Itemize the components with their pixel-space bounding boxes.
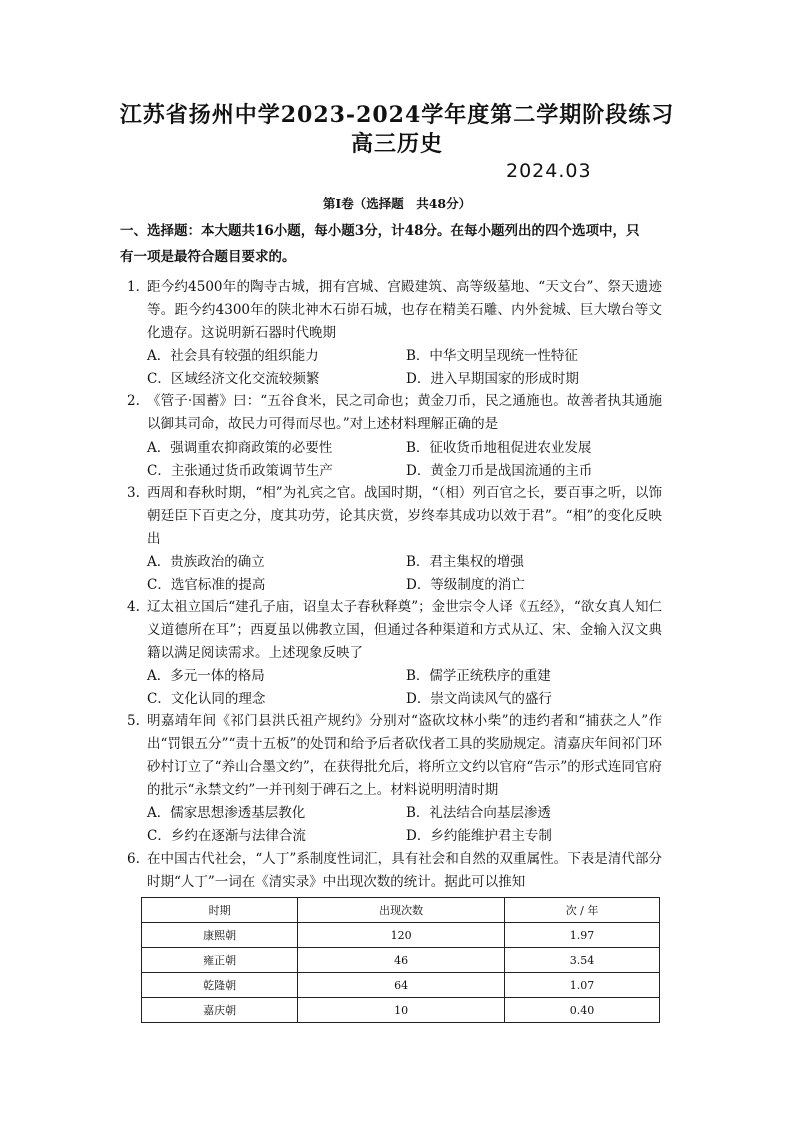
table-cell: 雍正朝 — [142, 948, 298, 973]
question-6 — [127, 848, 662, 894]
option-b: B．儒学正统秩序的重建 — [406, 668, 551, 684]
section-instructions-line2: 有一项是最符合题目要求的。 — [120, 249, 296, 265]
table-row — [142, 948, 660, 973]
option-a: A．多元一体的格局 — [147, 668, 265, 684]
statistics-table — [141, 897, 660, 1023]
question-4 — [127, 596, 662, 665]
question-5 — [127, 710, 662, 802]
column-header: 出现次数 — [298, 898, 505, 923]
question-stem: 辽太祖立国后“建孔子庙，诏皇太子春秋释奠”；金世宗令人译《五经》，“欲女真人知仁义道德所在耳”；西夏虽以佛教立国，但通过各种渠道和方式从辽、宋、金输入汉文典籍以满足阅读需求。上述现象反映了 — [147, 599, 662, 661]
option-a: A．强调重农抑商政策的必要性 — [147, 440, 333, 456]
table-cell: 46 — [298, 948, 505, 973]
table-cell: 嘉庆朝 — [142, 998, 298, 1023]
question-number: 3. — [127, 485, 140, 501]
table-cell: 10 — [298, 998, 505, 1023]
option-d: D．黄金刀币是战国流通的主币 — [406, 463, 593, 479]
question-number: 4. — [127, 599, 140, 615]
option-b: B．征收货币地租促进农业发展 — [406, 440, 592, 456]
option-d: D．进入早期国家的形成时期 — [406, 371, 579, 387]
question-stem: 明嘉靖年间《祁门县洪氏祖产规约》分别对“盗砍坟林小柴”的违约者和“捕获之人”作出“罚银五分”“责十五板”的处罚和给予后者砍伐者工具的奖励规定。清嘉庆年间祁门环砂村订立了“养山合墨文约”，在获得批允后，将所立文约以官府“告示”的形式连同官府的批示“永禁文约”一并刊刻于碑石之上。材料说明明清时期 — [147, 713, 662, 798]
option-c: C．乡约在逐渐与法律合流 — [147, 828, 306, 844]
question-number: 6. — [127, 851, 140, 867]
exam-title: 江苏省扬州中学2023-2024学年度第二学期阶段练习 — [119, 102, 675, 128]
option-a: A．儒家思想渗透基层教化 — [147, 805, 306, 821]
option-b: B．礼法结合向基层渗透 — [406, 805, 551, 821]
table-cell: 乾隆朝 — [142, 973, 298, 998]
column-header: 时期 — [142, 898, 298, 923]
question-1 — [127, 276, 662, 345]
table-cell: 3.54 — [505, 948, 660, 973]
option-b: B．中华文明呈现统一性特征 — [406, 348, 578, 364]
option-d: D．等级制度的消亡 — [406, 577, 525, 593]
option-c: C．选官标准的提高 — [147, 577, 266, 593]
question-number: 1． — [127, 279, 150, 295]
option-a: A．社会具有较强的组织能力 — [147, 348, 319, 364]
option-c: C．区域经济文化交流较频繁 — [147, 371, 320, 387]
table-row — [142, 923, 660, 948]
table-cell: 120 — [298, 923, 505, 948]
question-stem: 西周和春秋时期，“相”为礼宾之官。战国时期，“（相）列百官之长，要百事之听，以饰朝廷臣下百吏之分，度其功劳，论其庆赏，岁终奉其成功以效于君”。“相”的变化反映出 — [147, 485, 662, 547]
question-number: 5. — [127, 713, 140, 729]
column-header: 次 / 年 — [505, 898, 660, 923]
option-d: D．乡约能维护君主专制 — [406, 828, 552, 844]
question-2 — [127, 390, 662, 436]
option-a: A．贵族政治的确立 — [147, 554, 265, 570]
exam-date: 2024.03 — [506, 160, 592, 182]
table-row — [142, 973, 660, 998]
table-cell: 0.40 — [505, 998, 660, 1023]
table-row — [142, 998, 660, 1023]
table-cell: 1.07 — [505, 973, 660, 998]
question-number: 2. — [127, 393, 140, 409]
part-heading: 第Ⅰ卷（选择题 共48分） — [322, 196, 472, 211]
table-header-row — [142, 898, 660, 923]
question-stem: 《管子·国蓄》曰：“五谷食米，民之司命也；黄金刀币，民之通施也。故善者执其通施以御其司命，故民力可得而尽也。”对上述材料理解正确的是 — [147, 393, 662, 432]
option-b: B．君主集权的增强 — [406, 554, 524, 570]
question-stem: 距今约4500年的陶寺古城，拥有宫城、宫殿建筑、高等级墓地、“天文台”、祭天遗迹等。距今约4300年的陕北神木石峁石城，也存在精美石雕、内外瓮城、巨大墩台等文化遗存。这说明新石器时代晚期 — [147, 279, 662, 341]
table-cell: 1.97 — [505, 923, 660, 948]
table-cell: 64 — [298, 973, 505, 998]
question-stem: 在中国古代社会，“人丁”系制度性词汇，具有社会和自然的双重属性。下表是清代部分时期“人丁”一词在《清实录》中出现次数的统计。据此可以推知 — [147, 851, 662, 890]
option-d: D．崇文尚读风气的盛行 — [406, 691, 552, 707]
option-c: C．文化认同的理念 — [147, 691, 266, 707]
table-cell: 康熙朝 — [142, 923, 298, 948]
option-c: C．主张通过货币政策调节生产 — [147, 463, 333, 479]
exam-subject: 高三历史 — [350, 131, 443, 157]
section-instructions-line1: 一、选择题：本大题共16小题，每小题3分，计48分。在每小题列出的四个选项中，只 — [120, 223, 640, 239]
question-3 — [127, 482, 662, 551]
